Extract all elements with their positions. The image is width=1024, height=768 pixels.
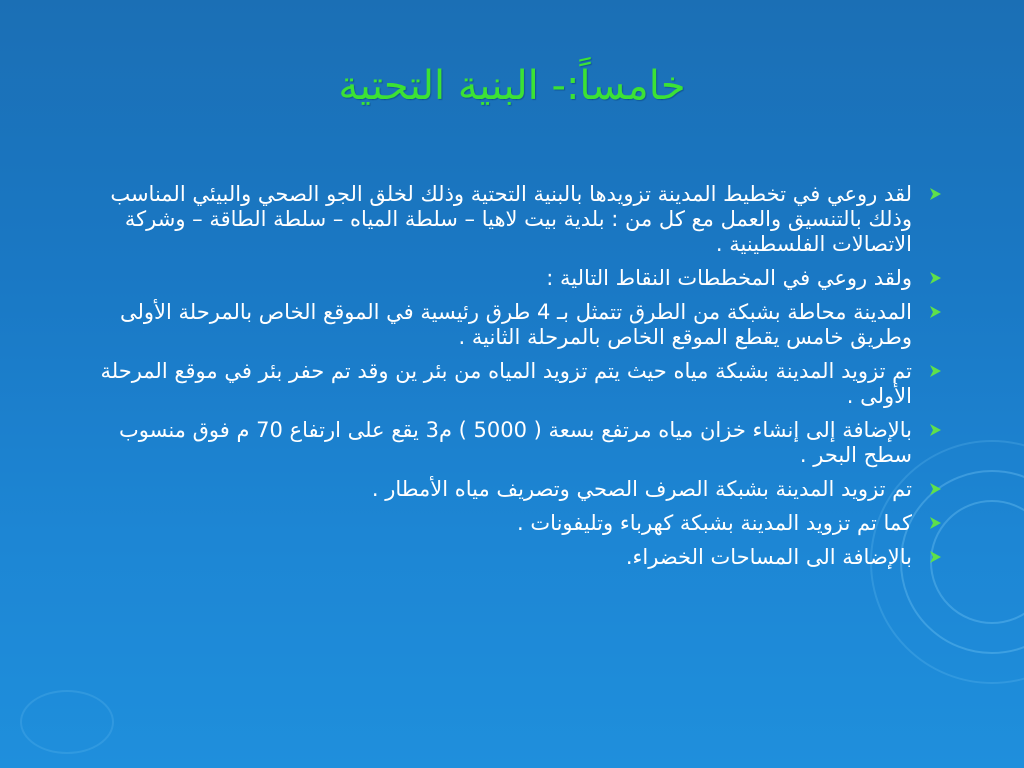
- chevron-arrow-icon: [928, 482, 942, 496]
- bullet-text: بالإضافة الى المساحات الخضراء.: [625, 545, 912, 569]
- list-item: [70, 418, 946, 468]
- list-item: [70, 511, 946, 536]
- bullet-list: [70, 182, 946, 579]
- bullet-text: تم تزويد المدينة بشبكة الصرف الصحي وتصريف مياه الأمطار .: [371, 477, 912, 501]
- bullet-text: المدينة محاطة بشبكة من الطرق تتمثل بـ 4 طرق رئيسية في الموقع الخاص بالمرحلة الأولى وطريق خامس يقطع الموقع الخاص بالمرحلة الثانية .: [120, 300, 912, 349]
- ripple-decoration: [20, 690, 114, 754]
- list-item: [70, 300, 946, 350]
- chevron-arrow-icon: [928, 516, 942, 530]
- list-item: [70, 359, 946, 409]
- bullet-text: كما تم تزويد المدينة بشبكة كهرباء وتليفونات .: [517, 511, 912, 535]
- chevron-arrow-icon: [928, 305, 942, 319]
- slide-title: خامساً:- البنية التحتية: [338, 63, 686, 109]
- list-item: [70, 545, 946, 570]
- bullet-text: لقد روعي في تخطيط المدينة تزويدها بالبنية التحتية وذلك لخلق الجو الصحي والبيئي المناسب وذلك بالتنسيق والعمل مع كل من : بلدية بيت لاهيا – سلطة المياه – سلطة الطاقة – وشركة الاتصالات الفلسطينية .: [110, 182, 912, 256]
- bullet-text: ولقد روعي في المخططات النقاط التالية :: [546, 266, 912, 290]
- chevron-arrow-icon: [928, 423, 942, 437]
- chevron-arrow-icon: [928, 550, 942, 564]
- list-item: [70, 182, 946, 257]
- chevron-arrow-icon: [928, 364, 942, 378]
- bullet-text: تم تزويد المدينة بشبكة مياه حيث يتم تزويد المياه من بئر ين وقد تم حفر بئر في موقع المرحلة الأولى .: [100, 359, 912, 408]
- list-item: [70, 266, 946, 291]
- chevron-arrow-icon: [928, 271, 942, 285]
- bullet-text: بالإضافة إلى إنشاء خزان مياه مرتفع بسعة ( 5000 ) م3 يقع على ارتفاع 70 م فوق منسوب سطح البحر .: [118, 418, 912, 467]
- list-item: [70, 477, 946, 502]
- chevron-arrow-icon: [928, 187, 942, 201]
